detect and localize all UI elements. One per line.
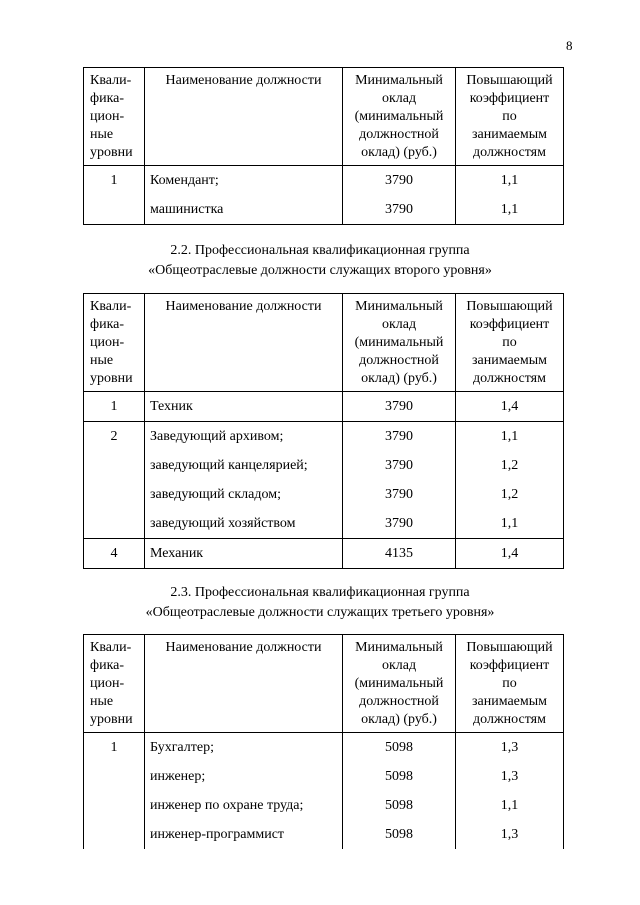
header-line: занимаемым: [471, 694, 548, 709]
header-line: (минимальный: [354, 676, 444, 691]
salary-value: 5098: [343, 733, 456, 763]
header-name: [145, 294, 343, 392]
table-body: [84, 68, 564, 225]
salary-table-3: [83, 634, 564, 849]
header-line: коэффициент: [469, 658, 550, 673]
level-cell: [84, 791, 145, 820]
table-row: [84, 451, 564, 480]
header-line: должностной: [359, 694, 439, 709]
header-coef: [456, 635, 564, 733]
header-salary: [343, 294, 456, 392]
section-title-2-2: [0, 241, 640, 281]
position-name: Техник: [145, 392, 343, 422]
table-row: [84, 791, 564, 820]
header-line: Минимальный: [355, 299, 443, 314]
header-line: оклад) (руб.): [361, 712, 437, 727]
coef-value: 1,3: [456, 733, 564, 763]
header-line: ные: [90, 694, 114, 709]
salary-table-1: [83, 67, 564, 225]
salary-value: 3790: [343, 480, 456, 509]
header-line: Минимальный: [355, 73, 443, 88]
header-coef: [456, 294, 564, 392]
header-line: занимаемым: [471, 353, 548, 368]
position-name: машинистка: [145, 195, 343, 225]
header-line: ные: [90, 353, 114, 368]
salary-value: 5098: [343, 820, 456, 849]
coef-value: 1,4: [456, 539, 564, 569]
header-name: [145, 68, 343, 166]
table-row: [84, 820, 564, 849]
section-title-line: 2.2. Профессиональная квалификационная группа: [170, 243, 470, 258]
salary-value: 3790: [343, 509, 456, 539]
level-cell: [84, 195, 145, 225]
header-salary: [343, 68, 456, 166]
header-line: коэффициент: [469, 317, 550, 332]
level-cell: [84, 733, 145, 763]
salary-value: 3790: [343, 451, 456, 480]
level-cell: [84, 480, 145, 509]
header-level: [84, 68, 145, 166]
header-line: фика-: [90, 658, 125, 673]
header-name: [145, 635, 343, 733]
table-row: [84, 733, 564, 763]
header-line: ные: [90, 127, 114, 142]
header-line: оклад) (руб.): [361, 145, 437, 160]
header-line: Минимальный: [355, 640, 443, 655]
table-header-row: [84, 635, 564, 733]
section-title-line: «Общеотраслевые должности служащих третьего уровня»: [145, 605, 495, 620]
level-cell: [84, 422, 145, 452]
header-line: уровни: [90, 712, 133, 727]
position-name: инженер-программист: [145, 820, 343, 849]
header-line: уровни: [90, 371, 133, 386]
table-row: [84, 762, 564, 791]
header-line: коэффициент: [469, 91, 550, 106]
table-body: [84, 294, 564, 569]
header-line: цион-: [90, 676, 125, 691]
header-line: цион-: [90, 109, 125, 124]
level-cell: [84, 820, 145, 849]
header-line: цион-: [90, 335, 125, 350]
table-row: [84, 195, 564, 225]
level-cell: [84, 392, 145, 422]
table-row: [84, 480, 564, 509]
level-value: 1: [110, 399, 118, 414]
header-line: должностям: [473, 712, 546, 727]
level-value: 1: [110, 740, 118, 755]
header-line: Повышающий: [466, 73, 553, 88]
section-title-line: 2.3. Профессиональная квалификационная группа: [170, 585, 470, 600]
position-name: заведующий хозяйством: [145, 509, 343, 539]
header-line: уровни: [90, 145, 133, 160]
position-name: инженер;: [145, 762, 343, 791]
level-cell: [84, 539, 145, 569]
header-salary: [343, 635, 456, 733]
salary-table-2: [83, 293, 564, 569]
header-line: Квали-: [90, 299, 132, 314]
table-header-row: [84, 68, 564, 166]
header-line: (минимальный: [354, 109, 444, 124]
header-line: Повышающий: [466, 299, 553, 314]
header-line: фика-: [90, 317, 125, 332]
salary-value: 3790: [343, 166, 456, 196]
header-line: оклад: [381, 317, 417, 332]
header-line: должностной: [359, 127, 439, 142]
header-coef: [456, 68, 564, 166]
header-line: Наименование должности: [165, 73, 322, 88]
position-name: Механик: [145, 539, 343, 569]
table-row: [84, 539, 564, 569]
coef-value: 1,1: [456, 422, 564, 452]
level-cell: [84, 451, 145, 480]
table-header-row: [84, 294, 564, 392]
header-line: должностям: [473, 371, 546, 386]
level-cell: [84, 166, 145, 196]
coef-value: 1,1: [456, 195, 564, 225]
coef-value: 1,1: [456, 509, 564, 539]
header-line: Наименование должности: [165, 299, 322, 314]
level-value: 4: [110, 546, 118, 561]
header-level: [84, 635, 145, 733]
header-line: фика-: [90, 91, 125, 106]
salary-value: 3790: [343, 422, 456, 452]
header-line: по: [502, 676, 517, 691]
header-line: Наименование должности: [165, 640, 322, 655]
coef-value: 1,4: [456, 392, 564, 422]
header-line: оклад) (руб.): [361, 371, 437, 386]
header-line: по: [502, 335, 517, 350]
salary-value: 4135: [343, 539, 456, 569]
coef-value: 1,3: [456, 762, 564, 791]
table-row: [84, 509, 564, 539]
level-cell: [84, 509, 145, 539]
header-line: должностям: [473, 145, 546, 160]
coef-value: 1,2: [456, 451, 564, 480]
header-line: занимаемым: [471, 127, 548, 142]
level-value: 2: [110, 429, 118, 444]
salary-value: 5098: [343, 762, 456, 791]
position-name: Бухгалтер;: [145, 733, 343, 763]
coef-value: 1,2: [456, 480, 564, 509]
coef-value: 1,3: [456, 820, 564, 849]
salary-value: 3790: [343, 392, 456, 422]
header-line: должностной: [359, 353, 439, 368]
header-line: Квали-: [90, 73, 132, 88]
page-number: 8: [566, 38, 573, 53]
level-cell: [84, 762, 145, 791]
position-name: инженер по охране труда;: [145, 791, 343, 820]
section-title-2-3: [0, 583, 640, 623]
header-line: Повышающий: [466, 640, 553, 655]
position-name: Комендант;: [145, 166, 343, 196]
header-line: (минимальный: [354, 335, 444, 350]
table-row: [84, 166, 564, 196]
header-line: оклад: [381, 91, 417, 106]
table-body: [84, 635, 564, 850]
table-row: [84, 392, 564, 422]
position-name: заведующий складом;: [145, 480, 343, 509]
header-level: [84, 294, 145, 392]
position-name: Заведующий архивом;: [145, 422, 343, 452]
coef-value: 1,1: [456, 791, 564, 820]
table-row: [84, 422, 564, 452]
header-line: по: [502, 109, 517, 124]
coef-value: 1,1: [456, 166, 564, 196]
header-line: Квали-: [90, 640, 132, 655]
salary-value: 3790: [343, 195, 456, 225]
section-title-line: «Общеотраслевые должности служащих второго уровня»: [148, 263, 492, 278]
level-value: 1: [110, 173, 118, 188]
header-line: оклад: [381, 658, 417, 673]
position-name: заведующий канцелярией;: [145, 451, 343, 480]
salary-value: 5098: [343, 791, 456, 820]
